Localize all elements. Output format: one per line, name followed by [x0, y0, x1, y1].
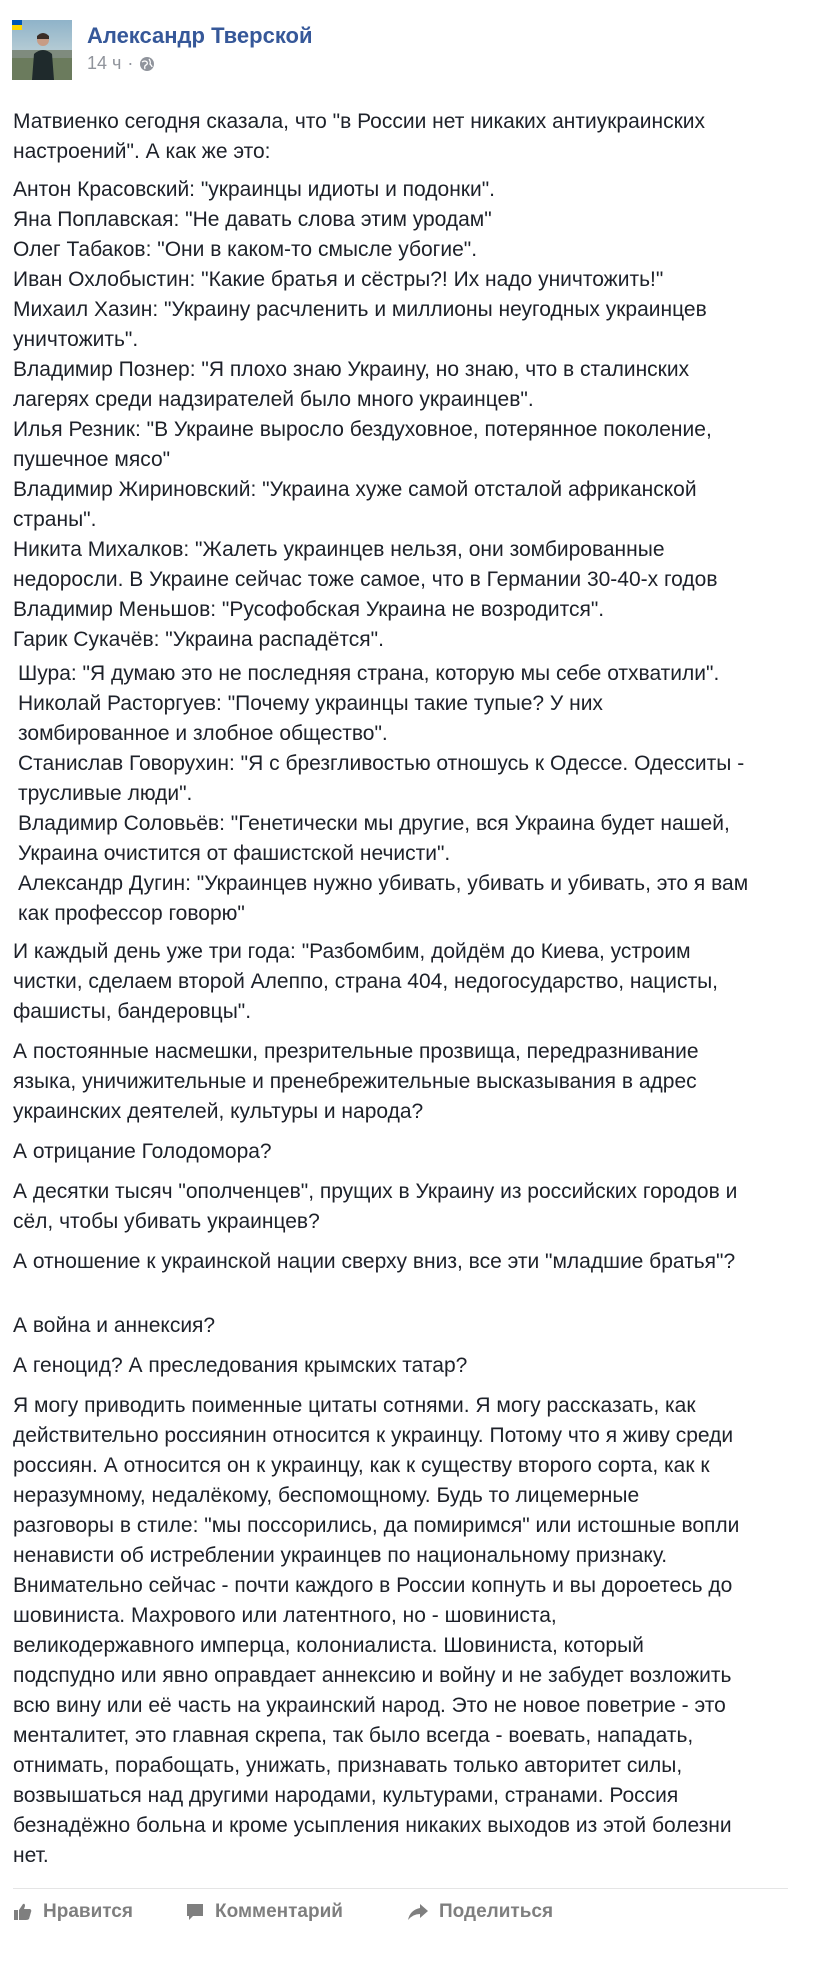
globe-icon[interactable]	[139, 56, 155, 72]
post-line: разговоры в стиле: "мы поссорились, да помиримся" или истошные вопли	[13, 1514, 740, 1537]
post-line: шовиниста. Махрового или латентного, но - шовиниста,	[13, 1604, 557, 1627]
post-paragraph	[13, 1177, 803, 1237]
post-paragraph	[13, 175, 803, 655]
post-paragraph	[13, 937, 803, 1027]
post-line: сёл, чтобы убивать украинцев?	[13, 1210, 320, 1233]
share-label: Поделиться	[439, 1901, 554, 1922]
post-line: Илья Резник: "В Украине выросло бездуховное, потерянное поколение,	[13, 418, 712, 441]
post-line: Яна Поплавская: "Не давать слова этим уродам"	[13, 208, 492, 231]
post-line: менталитет, это главная скрепа, так было всегда - воевать, нападать,	[13, 1724, 694, 1747]
post-line: ненависти об истреблении украинцев по национальному признаку.	[13, 1544, 668, 1567]
avatar[interactable]	[12, 20, 72, 80]
post-line: А отношение к украинской нации сверху вниз, все эти "младшие братья"?	[13, 1250, 736, 1273]
post-line: трусливые люди".	[18, 782, 193, 805]
post-header	[12, 20, 792, 82]
post-line: уничтожить".	[13, 328, 139, 351]
post-line: Иван Охлобыстин: "Какие братья и сёстры?! Их надо уничтожить!"	[13, 268, 664, 291]
post-paragraph	[13, 107, 803, 167]
post-line: Александр Дугин: "Украинцев нужно убивать, убивать и убивать, это я вам	[18, 872, 749, 895]
post-line: Михаил Хазин: "Украину расчленить и миллионы неугодных украинцев	[13, 298, 707, 321]
post-line: фашисты, бандеровцы".	[13, 1000, 252, 1023]
post-line: Владимир Соловьёв: "Генетически мы другие, вся Украина будет нашей,	[18, 812, 730, 835]
post-line: А геноцид? А преследования крымских татар?	[13, 1354, 468, 1377]
post-line: возвышаться над другими народами, культурами, странами. Россия	[13, 1784, 679, 1807]
post-line: А война и аннексия?	[13, 1314, 216, 1337]
post-paragraph	[13, 1351, 803, 1381]
post-line: Антон Красовский: "украинцы идиоты и подонки".	[13, 178, 495, 201]
post-line: А постоянные насмешки, презрительные прозвища, передразнивание	[13, 1040, 699, 1063]
post-line: Украина очистится от фашистской нечисти".	[18, 842, 451, 865]
avatar-photo	[12, 20, 72, 80]
post-line: безнадёжно больна и кроме усыпления никаких выходов из этой болезни	[13, 1814, 732, 1837]
post-line: Николай Расторгуев: "Почему украинцы такие тупые? У них	[18, 692, 603, 715]
post-paragraph	[13, 1137, 803, 1167]
post-line: всю вину или её часть на украинский народ. Это не новое поветрие - это	[13, 1694, 726, 1717]
post-line: Олег Табаков: "Они в каком-то смысле убогие".	[13, 238, 478, 261]
post-line: великодержавного имперца, колониалиста. Шовиниста, который	[13, 1634, 644, 1657]
like-button[interactable]	[13, 1901, 133, 1923]
post-line: пушечное мясо"	[13, 448, 171, 471]
post-line: нет.	[13, 1844, 49, 1867]
post-line: Гарик Сукачёв: "Украина распадётся".	[13, 628, 384, 651]
post-actions	[13, 1888, 788, 1929]
comment-button[interactable]	[185, 1901, 343, 1923]
post-line: Я могу приводить поименные цитаты сотнями. Я могу рассказать, как	[13, 1394, 696, 1417]
post-paragraph	[18, 659, 803, 929]
thumbs-up-icon	[13, 1902, 33, 1922]
post-line: А отрицание Голодомора?	[13, 1140, 272, 1163]
post-line: чистки, сделаем второй Алеппо, страна 404, недогосударство, нацисты,	[13, 970, 719, 993]
author-name[interactable]: Александр Тверской	[87, 23, 313, 48]
post-line: Матвиенко сегодня сказала, что "в России нет никаких антиукраинских	[13, 110, 706, 133]
post-line: Никита Михалков: "Жалеть украинцев нельзя, они зомбированные	[13, 538, 665, 561]
post-line: как профессор говорю"	[18, 902, 245, 925]
post-line: Владимир Жириновский: "Украина хуже самой отсталой африканской	[13, 478, 697, 501]
share-button[interactable]	[407, 1901, 553, 1923]
post-line: подспудно или явно оправдает аннексию и войну и не забудет возложить	[13, 1664, 732, 1687]
post-line: действительно россиянин относится к украинцу. Потому что я живу среди	[13, 1424, 734, 1447]
post-line: страны".	[13, 508, 97, 531]
meta-separator: ·	[127, 53, 134, 73]
post-line: зомбированное и злобное общество".	[18, 722, 388, 745]
post-line: неразумному, недалёкому, беспомощному. Будь то лицемерные	[13, 1484, 640, 1507]
post-line: Станислав Говорухин: "Я с брезгливостью отношусь к Одессе. Одесситы -	[18, 752, 745, 775]
post-line: Владимир Познер: "Я плохо знаю Украину, но знаю, что в сталинских	[13, 358, 690, 381]
post-paragraph	[13, 1391, 803, 1871]
comment-label: Комментарий	[215, 1901, 343, 1922]
share-icon	[407, 1902, 429, 1922]
post-line: Владимир Меньшов: "Русофобская Украина не возродится".	[13, 598, 605, 621]
post-line: украинских деятелей, культуры и народа?	[13, 1100, 424, 1123]
like-label: Нравится	[43, 1901, 133, 1922]
post-line: Шура: "Я думаю это не последняя страна, которую мы себе отхватили".	[18, 662, 720, 685]
post-line: отнимать, порабощать, унижать, признавать только авторитет силы,	[13, 1754, 683, 1777]
post-line: недоросли. В Украине сейчас тоже самое, что в Германии 30-40-х годов	[13, 568, 718, 591]
post-line: А десятки тысяч "ополченцев", прущих в Украину из российских городов и	[13, 1180, 738, 1203]
post-paragraph	[13, 1311, 803, 1341]
post-paragraph	[13, 1247, 803, 1277]
post-paragraph	[13, 1037, 803, 1127]
post-line: языка, уничижительные и пренебрежительные высказывания в адрес	[13, 1070, 697, 1093]
post-time[interactable]: 14 ч	[87, 53, 122, 73]
post-body	[13, 97, 803, 1871]
post-line: россиян. А относится он к украинцу, как к существу второго сорта, как к	[13, 1454, 710, 1477]
post-meta	[87, 53, 155, 74]
post-line: лагерях среди надзирателей было много украинцев".	[13, 388, 534, 411]
post-line: Внимательно сейчас - почти каждого в России копнуть и вы дороетесь до	[13, 1574, 733, 1597]
post-line: И каждый день уже три года: "Разбомбим, дойдём до Киева, устроим	[13, 940, 691, 963]
post-line: настроений". А как же это:	[13, 140, 271, 163]
comment-icon	[185, 1902, 205, 1922]
